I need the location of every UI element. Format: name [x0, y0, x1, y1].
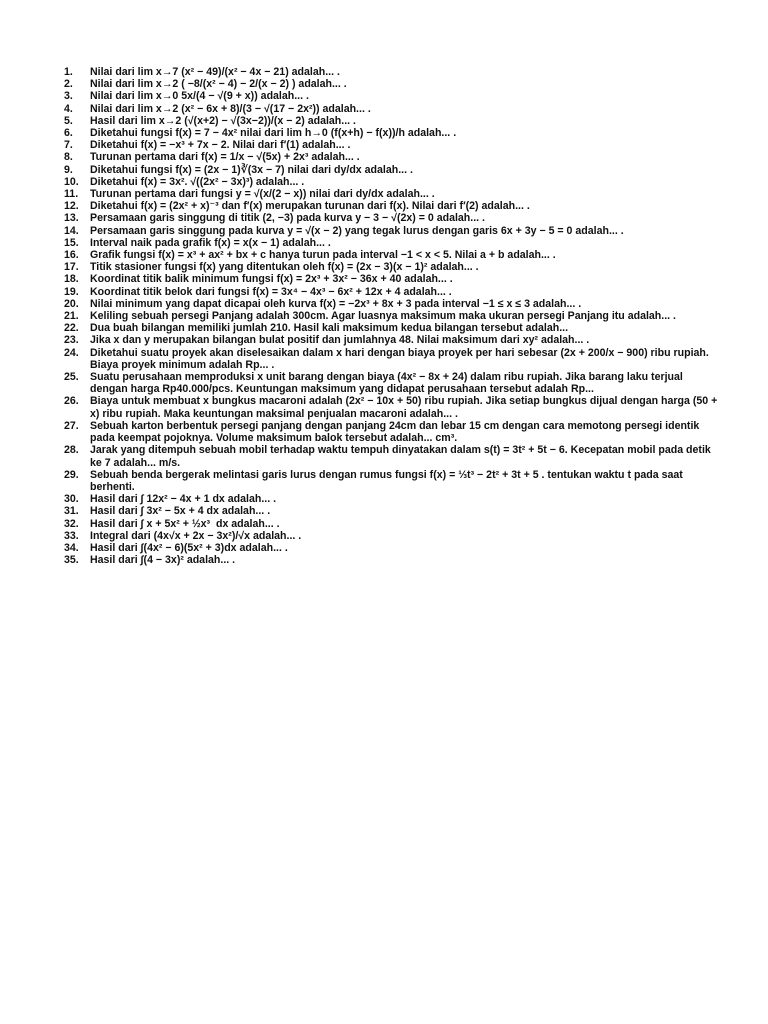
problem-number: 10.	[64, 175, 79, 188]
problem-number: 6.	[64, 127, 73, 140]
list-item	[64, 469, 720, 493]
problem-text: Hasil dari ∫(4 − 3x)² adalah... .	[90, 554, 236, 567]
list-item	[64, 420, 720, 444]
problem-text: Nilai dari lim x→0 5x/(4 − √(9 + x)) adalah... .	[90, 90, 309, 103]
problem-number: 5.	[64, 114, 73, 127]
problem-text: Jika x dan y merupakan bilangan bulat positif dan jumlahnya 48. Nilai maksimum dari xy² adalah... .	[90, 334, 590, 347]
problem-number: 30.	[64, 493, 79, 506]
list-item	[64, 249, 720, 261]
problem-number: 9.	[64, 163, 73, 176]
problem-text: Keliling sebuah persegi Panjang adalah 300cm. Agar luasnya maksimum maka ukuran persegi Panjang itu adalah... .	[90, 310, 676, 323]
list-item	[64, 286, 720, 298]
problem-text: Nilai dari lim x→2 ( −8/(x² − 4) − 2/(x − 2) ) adalah... .	[90, 78, 347, 91]
problem-text: Diketahui fungsi f(x) = (2x − 1)∛(3x − 7) nilai dari dy/dx adalah... .	[90, 163, 413, 176]
list-item	[64, 200, 720, 212]
problem-text: Diketahui f(x) = −x³ + 7x − 2. Nilai dari f′(1) adalah... .	[90, 139, 351, 152]
list-item	[64, 212, 720, 224]
problem-number: 19.	[64, 285, 79, 298]
problem-number: 31.	[64, 505, 79, 518]
problem-text: Sebuah karton berbentuk persegi panjang dengan panjang 24cm dan lebar 15 cm dengan cara memotong persegi identik pada keempat pojoknya. Volume maksimum balok tersebut adalah... cm³.	[90, 419, 703, 445]
list-item	[64, 493, 720, 505]
problem-text: Koordinat titik balik minimum fungsi f(x) = 2x³ + 3x² − 36x + 40 adalah... .	[90, 273, 453, 286]
problem-text: Persamaan garis singgung di titik (2, −3) pada kurva y − 3 − √(2x) = 0 adalah... .	[90, 212, 485, 225]
list-item	[64, 505, 720, 517]
problem-number: 26.	[64, 395, 79, 408]
problem-text: Persamaan garis singgung pada kurva y = √(x − 2) yang tegak lurus dengan garis 6x + 3y − 5 = 0 adalah... .	[90, 224, 624, 237]
problem-number: 14.	[64, 224, 79, 237]
list-item	[64, 554, 720, 566]
problem-number: 35.	[64, 554, 79, 567]
problem-number: 33.	[64, 529, 79, 542]
problem-number: 15.	[64, 236, 79, 249]
list-item	[64, 176, 720, 188]
problem-number: 4.	[64, 102, 73, 115]
problem-number: 11.	[64, 188, 79, 201]
problem-number: 29.	[64, 468, 79, 481]
problem-text: Suatu perusahaan memproduksi x unit barang dengan biaya (4x² − 8x + 24) dalam ribu rupiah. Jika barang laku terjual dengan harga Rp40.000/pcs. Keuntungan maksimum yang didapat perusahaan tersebut adalah Rp...	[90, 371, 686, 396]
problem-number: 3.	[64, 90, 73, 103]
list-item	[64, 103, 720, 115]
list-item	[64, 542, 720, 554]
problem-number: 1.	[64, 66, 73, 78]
problem-list	[64, 66, 720, 566]
list-item	[64, 518, 720, 530]
list-item	[64, 66, 720, 78]
problem-number: 25.	[64, 371, 79, 384]
list-item	[64, 78, 720, 90]
problem-text: Grafik fungsi f(x) = x³ + ax² + bx + c hanya turun pada interval −1 < x < 5. Nilai a + b adalah... .	[90, 249, 556, 262]
problem-text: Interval naik pada grafik f(x) = x(x − 1) adalah... .	[90, 236, 331, 249]
problem-text: Hasil dari ∫ 3x² − 5x + 4 dx adalah... .	[90, 505, 271, 518]
problem-number: 8.	[64, 151, 73, 164]
list-item	[64, 530, 720, 542]
problem-text: Hasil dari ∫ x + 5x² + ½x³ dx adalah... .	[90, 517, 280, 530]
problem-number: 24.	[64, 346, 79, 359]
list-item	[64, 164, 720, 176]
problem-number: 7.	[64, 139, 73, 152]
problem-number: 22.	[64, 322, 79, 335]
problem-number: 21.	[64, 310, 79, 323]
problem-text: Titik stasioner fungsi f(x) yang ditentukan oleh f(x) = (2x − 3)(x − 1)² adalah... .	[90, 261, 479, 274]
problem-text: Integral dari (4x√x + 2x − 3x²)/√x adalah... .	[90, 529, 302, 542]
list-item	[64, 310, 720, 322]
problem-number: 28.	[64, 444, 79, 457]
list-item	[64, 261, 720, 273]
problem-number: 32.	[64, 517, 79, 530]
problem-number: 16.	[64, 249, 79, 262]
problem-text: Nilai dari lim x→7 (x² − 49)/(x² − 4x − 21) adalah... .	[90, 66, 340, 78]
list-item	[64, 139, 720, 151]
problem-text: Nilai dari lim x→2 (x² − 6x + 8)/(3 − √(17 − 2x²)) adalah... .	[90, 102, 371, 115]
problem-number: 23.	[64, 334, 79, 347]
problem-text: Koordinat titik belok dari fungsi f(x) = 3x⁴ − 4x³ − 6x² + 12x + 4 adalah... .	[90, 285, 452, 298]
problem-text: Diketahui fungsi f(x) = 7 − 4x² nilai dari lim h→0 (f(x+h) − f(x))/h adalah... .	[90, 127, 457, 140]
list-item	[64, 298, 720, 310]
problem-text: Biaya untuk membuat x bungkus macaroni adalah (2x² − 10x + 50) ribu rupiah. Jika setiap bungkus dijual dengan harga (50 + x) ribu rupiah. Maka keuntungan maksimal penjualan macaroni adalah... .	[90, 395, 721, 420]
problem-text: Dua buah bilangan memiliki jumlah 210. Hasil kali maksimum kedua bilangan tersebut adalah...	[90, 322, 569, 335]
problem-number: 12.	[64, 200, 79, 213]
problem-number: 17.	[64, 261, 79, 274]
problem-text: Turunan pertama dari fungsi y = √(x/(2 − x)) nilai dari dy/dx adalah... .	[90, 188, 435, 201]
list-item	[64, 395, 720, 419]
list-item	[64, 237, 720, 249]
problem-number: 27.	[64, 419, 79, 432]
problem-text: Sebuah benda bergerak melintasi garis lurus dengan rumus fungsi f(x) = ⅓t³ − 2t² + 3t + 5 . tentukan waktu t pada saat berhenti.	[90, 468, 686, 493]
problem-text: Jarak yang ditempuh sebuah mobil terhadap waktu tempuh dinyatakan dalam s(t) = 3t² + 5t − 6. Kecepatan mobil pada detik ke 7 adalah... m/s.	[90, 444, 714, 469]
list-item	[64, 347, 720, 371]
problem-number: 18.	[64, 273, 79, 286]
list-item	[64, 371, 720, 395]
problem-text: Nilai minimum yang dapat dicapai oleh kurva f(x) = −2x³ + 8x + 3 pada interval −1 ≤ x ≤ 3 adalah... .	[90, 297, 582, 310]
list-item	[64, 188, 720, 200]
problem-number: 34.	[64, 541, 79, 554]
problem-text: Hasil dari ∫(4x² − 6)(5x² + 3)dx adalah... .	[90, 541, 288, 554]
list-item	[64, 90, 720, 102]
problem-text: Hasil dari ∫ 12x² − 4x + 1 dx adalah... .	[90, 493, 277, 506]
list-item	[64, 151, 720, 163]
problem-text: Turunan pertama dari f(x) = 1/x − √(5x) + 2x³ adalah... .	[90, 151, 360, 164]
problem-text: Hasil dari lim x→2 (√(x+2) − √(3x−2))/(x − 2) adalah... .	[90, 114, 356, 127]
list-item	[64, 334, 720, 346]
problem-number: 13.	[64, 212, 79, 225]
list-item	[64, 322, 720, 334]
problem-text: Diketahui suatu proyek akan diselesaikan dalam x hari dengan biaya proyek per hari sebesar (2x + 200/x − 900) ribu rupiah. Biaya proyek minimum adalah Rp... .	[90, 346, 712, 371]
list-item	[64, 115, 720, 127]
problem-text: Diketahui f(x) = 3x². √((2x² − 3x)³) adalah... .	[90, 175, 305, 188]
problem-text: Diketahui f(x) = (2x² + x)⁻³ dan f′(x) merupakan turunan dari f(x). Nilai dari f′(2) adalah... .	[90, 200, 530, 213]
list-item	[64, 127, 720, 139]
problem-number: 20.	[64, 297, 79, 310]
list-item	[64, 273, 720, 285]
problem-number: 2.	[64, 78, 73, 91]
list-item	[64, 444, 720, 468]
list-item	[64, 225, 720, 237]
